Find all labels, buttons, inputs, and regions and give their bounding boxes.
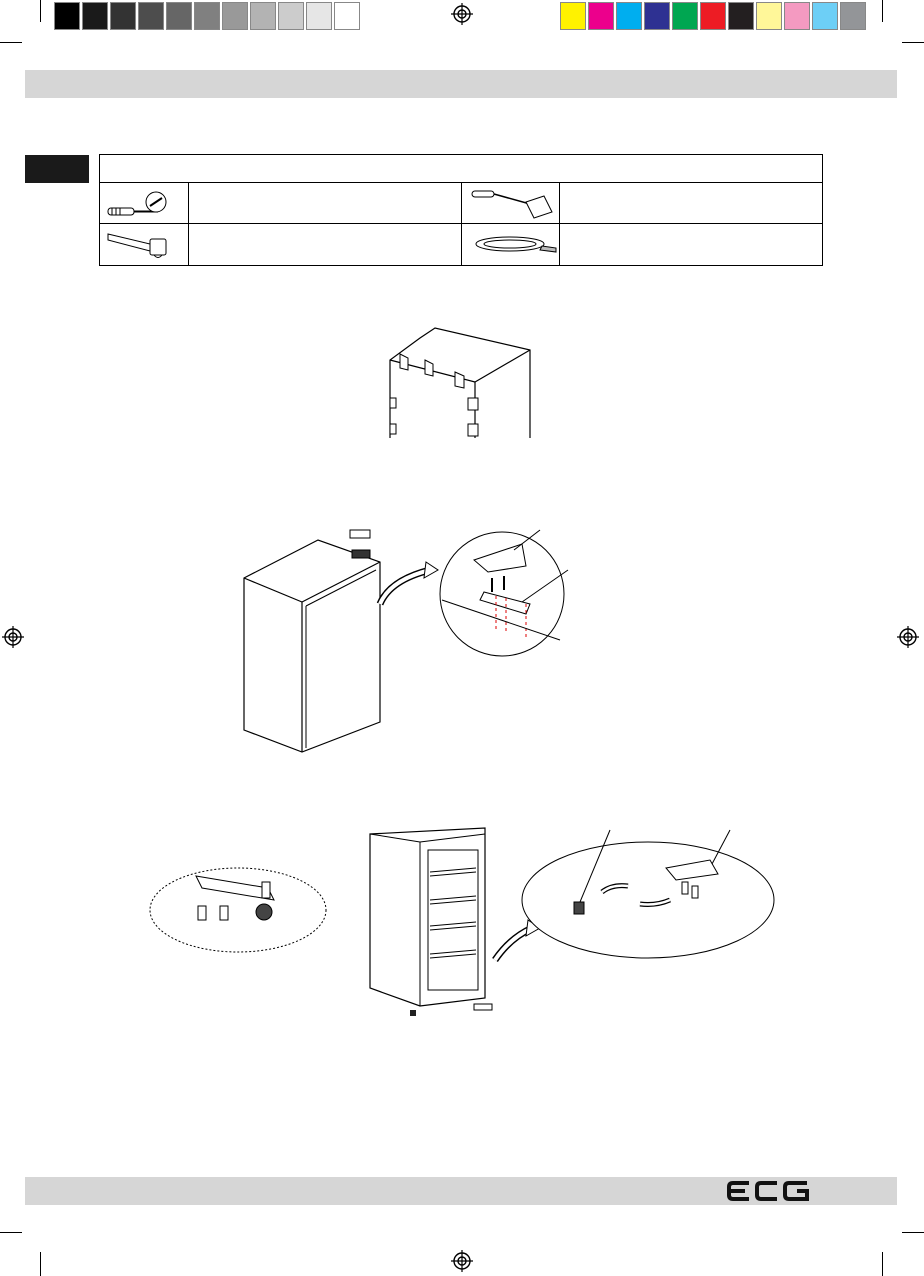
color-swatch (82, 2, 108, 30)
crop-mark (882, 1252, 883, 1276)
ecg-logo-icon (727, 1177, 817, 1205)
tools-table (99, 154, 823, 266)
ecg-logo (727, 1177, 817, 1205)
crop-mark (40, 1252, 41, 1276)
tool-label-cell (189, 224, 462, 265)
color-swatch (560, 2, 586, 30)
crop-mark (40, 0, 41, 22)
tool-label-cell (560, 224, 822, 265)
color-swatch (812, 2, 838, 30)
crop-mark (902, 42, 924, 43)
registration-mark-icon (2, 626, 24, 648)
registration-mark-icon (897, 626, 919, 648)
color-swatch (306, 2, 332, 30)
tape-roll-icon (462, 224, 560, 265)
fridge-tape-illustration (380, 320, 540, 440)
tool-icon-cell (100, 224, 189, 265)
color-swatch (644, 2, 670, 30)
color-swatch (728, 2, 754, 30)
language-tab (25, 155, 89, 183)
color-swatch (616, 2, 642, 30)
socket-wrench-icon (100, 224, 189, 265)
tool-icon-cell (462, 224, 560, 265)
color-swatch (138, 2, 164, 30)
screwdriver-icon (100, 182, 189, 224)
color-swatch (840, 2, 866, 30)
color-swatch (334, 2, 360, 30)
crop-mark (902, 1232, 924, 1233)
tool-label-cell (560, 182, 822, 224)
color-swatch (700, 2, 726, 30)
registration-mark-icon (451, 1250, 473, 1272)
color-swatch (756, 2, 782, 30)
crop-mark (0, 42, 22, 43)
putty-knife-icon (462, 182, 560, 224)
color-calibration-bar (560, 0, 870, 32)
crop-mark (882, 0, 883, 22)
registration-mark-icon (451, 3, 473, 25)
color-swatch (784, 2, 810, 30)
tool-label-cell (189, 182, 462, 224)
tool-icon-cell (462, 182, 560, 224)
tools-table-header (100, 155, 822, 183)
color-swatch (278, 2, 304, 30)
color-swatch (672, 2, 698, 30)
header-band (25, 70, 897, 98)
gray-calibration-bar (54, 0, 364, 32)
color-swatch (588, 2, 614, 30)
color-swatch (54, 2, 80, 30)
color-swatch (110, 2, 136, 30)
color-swatch (166, 2, 192, 30)
bottom-hinge-illustration (140, 820, 790, 1020)
color-swatch (250, 2, 276, 30)
color-swatch (222, 2, 248, 30)
tool-icon-cell (100, 182, 189, 224)
crop-mark (0, 1232, 22, 1233)
top-hinge-illustration (230, 520, 590, 760)
color-swatch (194, 2, 220, 30)
